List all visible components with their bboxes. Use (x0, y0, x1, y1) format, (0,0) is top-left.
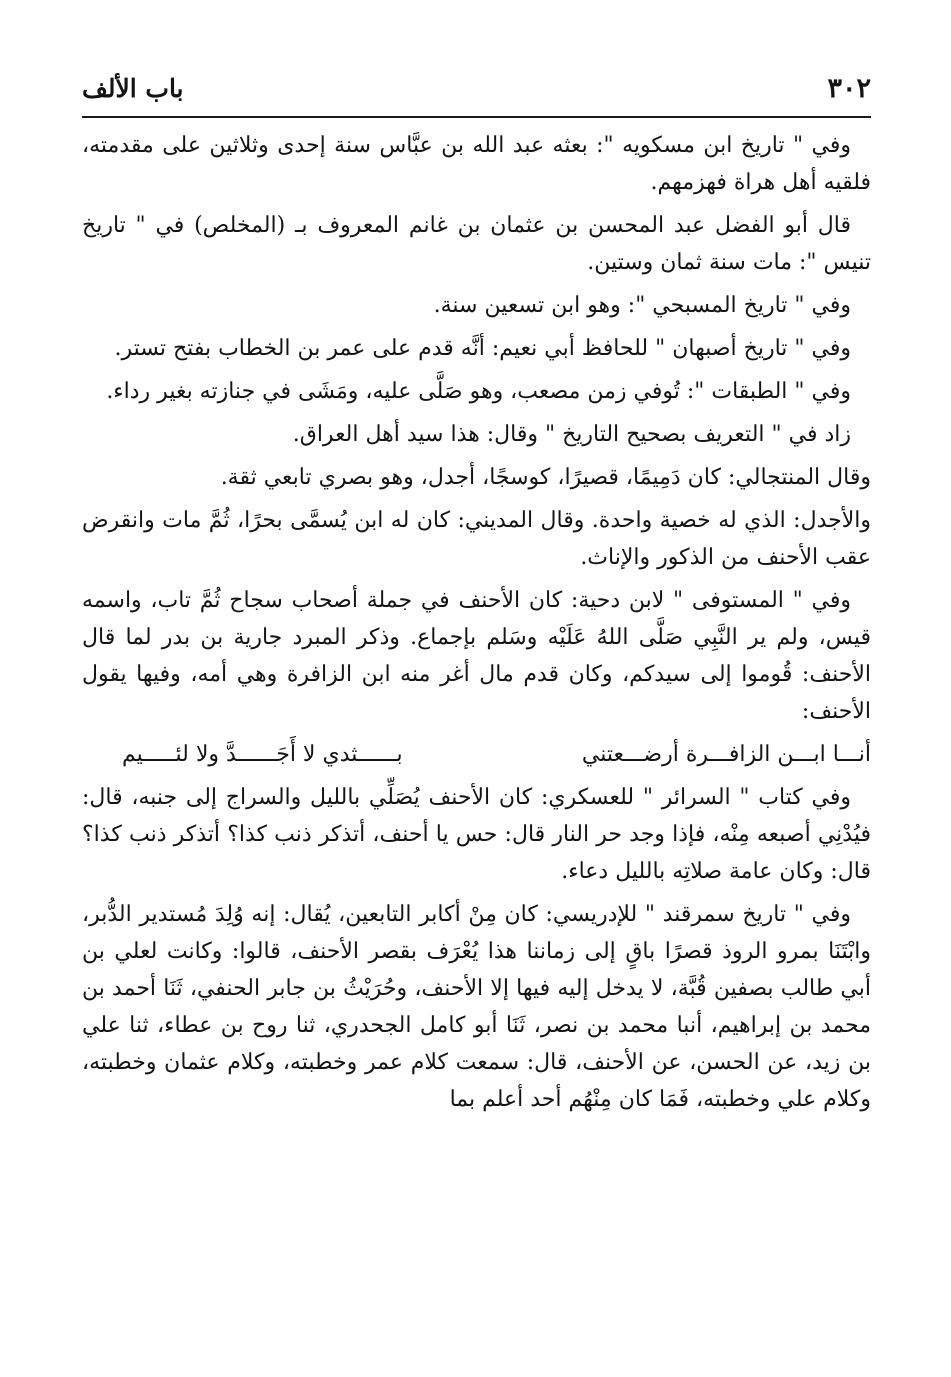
paragraph: وفي " تاريخ أصبهان " للحافظ أبي نعيم: أنَّه قدم على عمر بن الخطاب بفتح تستر. (114, 336, 851, 361)
body-text (82, 127, 871, 1124)
paragraph: وفي " تاريخ سمرقند " للإدريسي: كان مِنْ أكابر التابعين، يُقال: إنه وُلِدَ مُستدير الدُّبر، وابْتَنَا بمرو الروذ قصرًا باقٍ إلى زماننا هذا يُعْرَف بقصر الأحنف، قالوا: وكانت لعلي بن أبي طالب بصفين قُبَّة، لا يدخل إليه فيها إلا الأحنف، وحُرَيْثُ بن جابر الحنفي، ثَنَا أحمد بن محمد بن إبراهيم، أنبا محمد بن نصر، ثَنَا أبو كامل الجحدري، ثنا روح بن عطاء، ثنا علي بن زيد، عن الحسن، عن الأحنف، قال: سمعت كلام عمر وخطبته، وكلام عثمان وخطبته، وكلام علي وخطبته، فَمَا كان مِنْهُم أحد أعلم بما (82, 902, 871, 1112)
poetry-verse (82, 736, 871, 773)
paragraph: وقال المنتجالي: كان دَمِيمًا، قصيرًا، كوسجًا، أجدل، وهو بصري تابعي ثقة. (220, 465, 871, 490)
paragraph: قال أبو الفضل عبد المحسن بن عثمان بن غانم المعروف بـ (المخلص) في " تاريخ تنيس ": مات سنة ثمان وستين. (82, 213, 871, 275)
paragraph: وفي " الطبقات ": تُوفي زمن مصعب، وهو صَلَّى عليه، ومَشَى في جنازته بغير رداء. (106, 379, 851, 404)
verse-first-hemistich: أنـــا ابـــن الزافـــرة أرضـــعتني (581, 742, 871, 767)
paragraph: وفي كتاب " السرائر " للعسكري: كان الأحنف يُصَلِّي بالليل والسراج إلى جنبه، قال: فيُدْنِي أصبعه مِنْه، فإذا وجد حر النار قال: حس يا أحنف، أتذكر ذنب كذا؟ أتذكر ذنب كذا؟ قال: وكان عامة صلاتِه بالليل دعاء. (82, 785, 871, 884)
section-title: باب الألف (82, 74, 184, 103)
page-header (82, 70, 871, 108)
paragraph: وفي " المستوفى " لابن دحية: كان الأحنف في جملة أصحاب سجاح ثُمَّ تاب، واسمه قيس، ولم ير النَّبِي صَلَّى اللهُ عَلَيْه وسَلم بإجماع. وذكر المبرد جارية بن بدر لما قال الأحنف: قُوموا إلى سيدكم، وكان قدم مال أغر منه ابن الزافرة وهي أمه، وفيها يقول الأحنف: (82, 588, 871, 724)
header-rule (82, 116, 871, 118)
verse-second-hemistich: بــــــثدي لا أَجَــــــدَّ ولا لئـــــيم (122, 742, 403, 767)
paragraph: زاد في " التعريف بصحيح التاريخ " وقال: هذا سيد أهل العراق. (292, 422, 851, 447)
page-number: ٣٠٢ (827, 73, 871, 104)
paragraph: والأجدل: الذي له خصية واحدة. وقال المديني: كان له ابن يُسمَّى بحرًا، ثُمَّ مات وانقرض عقب الأحنف من الذكور والإناث. (82, 508, 871, 570)
paragraph: وفي " تاريخ المسبحي ": وهو ابن تسعين سنة. (433, 293, 851, 318)
paragraph: وفي " تاريخ ابن مسكويه ": بعثه عبد الله بن عبَّاس سنة إحدى وثلاثين على مقدمته، فلقيه أهل هراة فهزمهم. (82, 133, 871, 195)
